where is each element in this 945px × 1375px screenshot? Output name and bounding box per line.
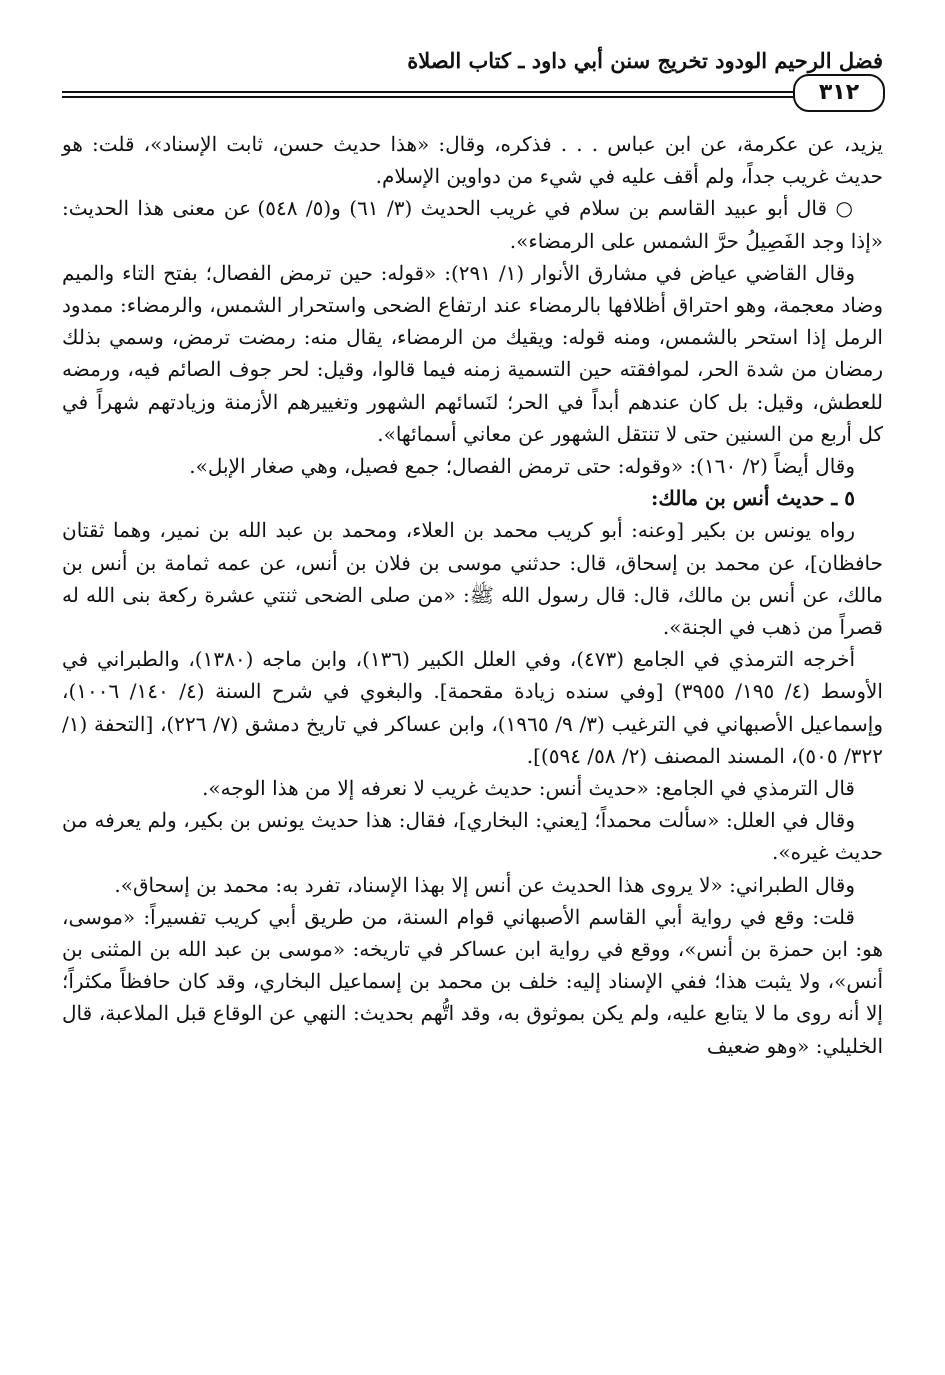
rule-line	[62, 91, 883, 93]
paragraph: قلت: وقع في رواية أبي القاسم الأصبهاني قوام السنة، من طريق أبي كريب تفسيراً: «موسى، هو: ابن حمزة بن أنس»، ووقع في رواية ابن عساكر في تاريخه: «موسى بن عبد الله بن المثنى بن أنس»، ولا يثبت هذا؛ ففي الإسناد إليه: خلف بن محمد بن إسماعيل البخاري، وقد كان حافظاً مكثراً؛ إلا أنه روى ما لا يتابع عليه، ولم يكن بموثوق به، وقد اتُّهم بحديث: النهي عن الوقاع قبل الملاعبة، قال الخليلي: «وهو ضعيف	[62, 904, 883, 1058]
section-heading: ٥ ـ حديث أنس بن مالك:	[650, 486, 855, 511]
rule-line	[62, 96, 883, 98]
paragraph: ○ قال أبو عبيد القاسم بن سلام في غريب الحديث (٣/ ٦١) و(٥/ ٥٤٨) عن معنى هذا الحديث: «إذا وجد الفَصِيلُ حرَّ الشمس على الرمضاء».	[62, 196, 883, 253]
paragraph: قال الترمذي في الجامع: «حديث أنس: حديث غريب لا نعرفه إلا من هذا الوجه».	[202, 776, 855, 801]
paragraph: وقال في العلل: «سألت محمداً؛ [يعني: البخاري]، فقال: هذا حديث يونس بن بكير، ولم يعرفه من حديث غيره».	[62, 808, 883, 865]
paragraph: رواه يونس بن بكير [وعنه: أبو كريب محمد بن العلاء، ومحمد بن عبد الله بن نمير، وهما ثقتان حافظان]، عن محمد بن إسحاق، قال: حدثني موسى بن فلان بن أنس، عن عمه ثمامة بن أنس بن مالك، عن أنس بن مالك، قال: قال رسول الله ﷺ: «من صلى الضحى ثنتي عشرة ركعة بنى الله له قصراً من ذهب في الجنة».	[62, 518, 883, 640]
page-header	[62, 48, 883, 78]
paragraph: أخرجه الترمذي في الجامع (٤٧٣)، وفي العلل الكبير (١٣٦)، وابن ماجه (١٣٨٠)، والطبراني في الأوسط (٤/ ١٩٥/ ٣٩٥٥) [وفي سنده زيادة مقحمة]. والبغوي في شرح السنة (٤/ ١٤٠/ ١٠٠٦)، وإسماعيل الأصبهاني في الترغيب (٣/ ٩/ ١٩٦٥)، وابن عساكر في تاريخ دمشق (٧/ ٢٢٦)، [التحفة (١/ ٣٢٢/ ٥٠٥)، المسند المصنف (٢/ ٥٨/ ٥٩٤)].	[62, 647, 883, 768]
running-title: فضل الرحيم الودود تخريج سنن أبي داود ـ كتاب الصلاة	[407, 48, 883, 73]
page-number: ٣١٢	[793, 74, 885, 112]
paragraph: وقال القاضي عياض في مشارق الأنوار (١/ ٢٩١): «قوله: حين ترمض الفصال؛ بفتح التاء والميم وضاد معجمة، وهو احتراق أظلافها بالرمضاء عند ارتفاع الضحى واستحرار الشمس، والرمضاء: ممدود الرمل إذا استحر بالشمس، ومنه قوله: ويقيك من الرمضاء، يقال منه: رمضت ترمض، وسمي بذلك رمضان من شدة الحر، لموافقته حين التسمية زمنه فيما قالوا، وقيل: لحر جوف الصائم فيه، ورمضه للعطش، وقيل: بل كان عندهم أبداً في الحر؛ لنَسائهم الشهور وتغييرهم الأزمنة وزيادتهم شهراً في كل أربع من السنين حتى لا تنتقل الشهور عن معاني أسمائها».	[62, 260, 883, 446]
paragraph: يزيد، عن عكرمة، عن ابن عباس . . . فذكره، وقال: «هذا حديث حسن، ثابت الإسناد»، قلت: هو حديث غريب جداً، ولم أقف عليه في شيء من دواوين الإسلام.	[62, 132, 883, 189]
paragraph: وقال أيضاً (٢/ ١٦٠): «وقوله: حتى ترمض الفصال؛ جمع فصيل، وهي صغار الإبل».	[189, 454, 855, 479]
header-rule	[62, 88, 883, 100]
body-text	[62, 128, 883, 1062]
paragraph: وقال الطبراني: «لا يروى هذا الحديث عن أنس إلا بهذا الإسناد، تفرد به: محمد بن إسحاق».	[114, 872, 855, 897]
